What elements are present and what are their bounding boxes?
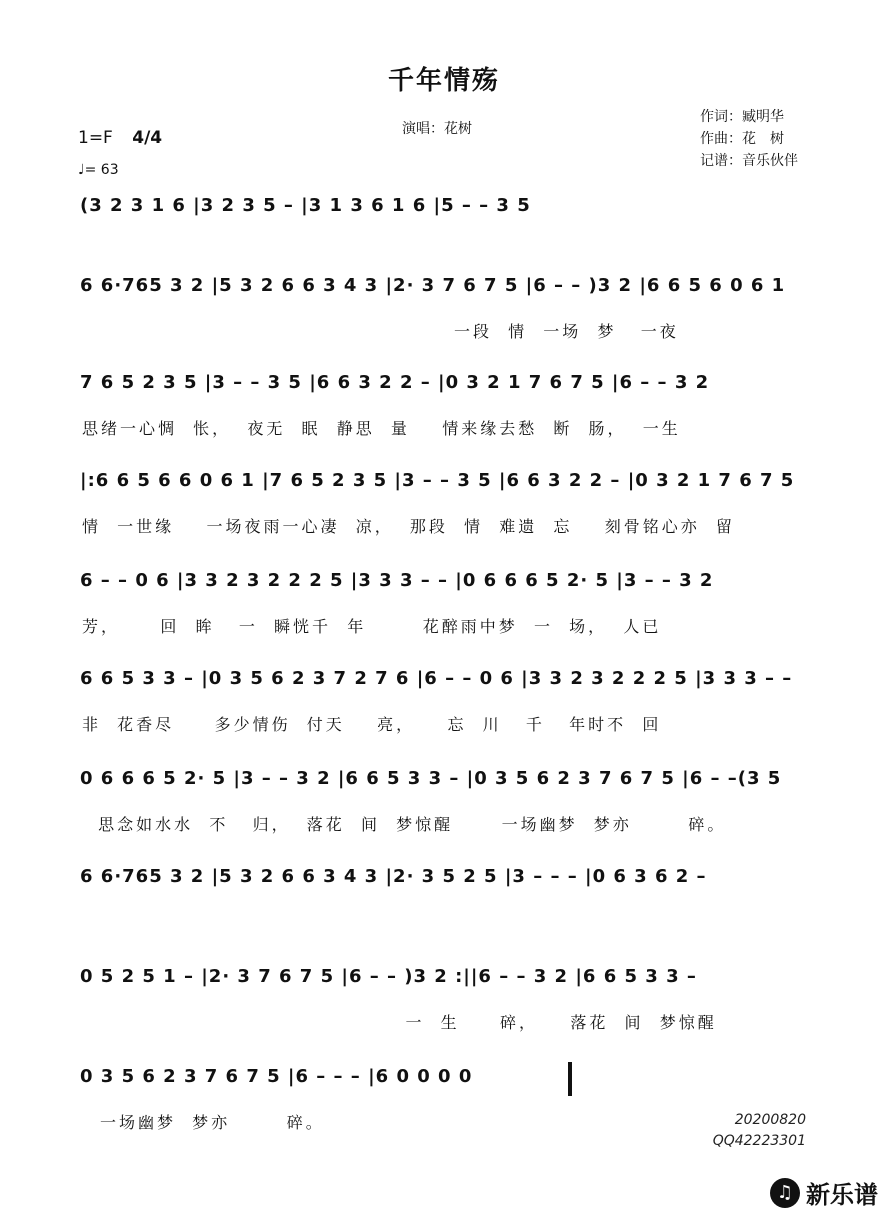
song-title: 千年情殇 (387, 66, 500, 96)
lyrics-line: 芳， 回 眸 一 瞬恍千 年 花醉雨中梦 一 场， 人已 (82, 617, 662, 636)
lyrics-line: 一段 情 一场 梦 一夜 (82, 322, 679, 341)
notation-line: 0 3 5 6 2 3 7 6 7 5 |6 – – – |6 0 0 0 0 (80, 1066, 473, 1087)
lyrics-line: 思念如水水 不 归， 落花 间 梦惊醒 一场幽梦 梦亦 碎。 (82, 815, 727, 834)
transcriber-credit: 记谱：音乐伙伴 (700, 153, 798, 169)
notation-line: 6 6·765 3 2 |5 3 2 6 6 3 4 3 |2· 3 5 2 5 |3 – – – |0 6 3 6 2 – (80, 866, 707, 887)
key-label: 1=F (78, 128, 113, 148)
notation-line: 0 6 6 6 5 2· 5 |3 – – 3 2 |6 6 5 3 3 – |0 3 5 6 2 3 7 6 7 5 |6 – –(3 5 (80, 768, 782, 789)
lyrics-line: 思绪一心惆 怅， 夜无 眠 静思 量 情来缘去愁 断 肠， 一生 (82, 419, 681, 438)
lyrics-line: 一 生 碎， 落花 间 梦惊醒 (82, 1013, 717, 1032)
notation-line: |:6 6 5 6 6 0 6 1 |7 6 5 2 3 5 |3 – – 3 5 |6 6 3 2 2 – |0 3 2 1 7 6 7 5 (80, 470, 795, 491)
notation-line: 6 6·765 3 2 |5 3 2 6 6 3 4 3 |2· 3 7 6 7 5 |6 – – )3 2 |6 6 5 6 0 6 1 (80, 275, 786, 296)
lyrics-line: 一场幽梦 梦亦 碎。 (100, 1113, 325, 1132)
final-barline (568, 1062, 572, 1096)
singer-credit: 演唱：花树 (402, 121, 472, 137)
lyrics-line: 非 花香尽 多少情伤 付天 亮， 忘 川 千 年时不 回 (82, 715, 662, 734)
notation-line: 6 – – 0 6 |3 3 2 3 2 2 2 5 |3 3 3 – – |0 6 6 6 5 2· 5 |3 – – 3 2 (80, 570, 714, 591)
logo-text: 新乐谱 (806, 1181, 878, 1209)
footer-date: 20200820 (734, 1112, 806, 1128)
notation-line: 7 6 5 2 3 5 |3 – – 3 5 |6 6 3 2 2 – |0 3 2 1 7 6 7 5 |6 – – 3 2 (80, 372, 710, 393)
notation-line: (3 2 3 1 6 |3 2 3 5 – |3 1 3 6 1 6 |5 – – 3 5 (80, 195, 531, 216)
music-disc-icon: ♫ (770, 1178, 800, 1208)
lyricist-credit: 作词：臧明华 (700, 109, 784, 125)
lyrics-line: 情 一世缘 一场夜雨一心凄 凉， 那段 情 难遗 忘 刻骨铭心亦 留 (82, 517, 735, 536)
time-signature: 4/4 (132, 128, 163, 148)
key-signature (78, 128, 162, 148)
credits (700, 106, 798, 172)
site-logo (770, 1175, 878, 1210)
notation-line: 0 5 2 5 1 – |2· 3 7 6 7 5 |6 – – )3 2 :||6 – – 3 2 |6 6 5 3 3 – (80, 966, 697, 987)
tempo-marking: ♩= 63 (78, 162, 119, 178)
notation-line: 6 6 5 3 3 – |0 3 5 6 2 3 7 2 7 6 |6 – – 0 6 |3 3 2 3 2 2 2 5 |3 3 3 – – (80, 668, 793, 689)
footer-qq: QQ42223301 (712, 1133, 806, 1149)
composer-credit: 作曲：花 树 (700, 131, 784, 147)
